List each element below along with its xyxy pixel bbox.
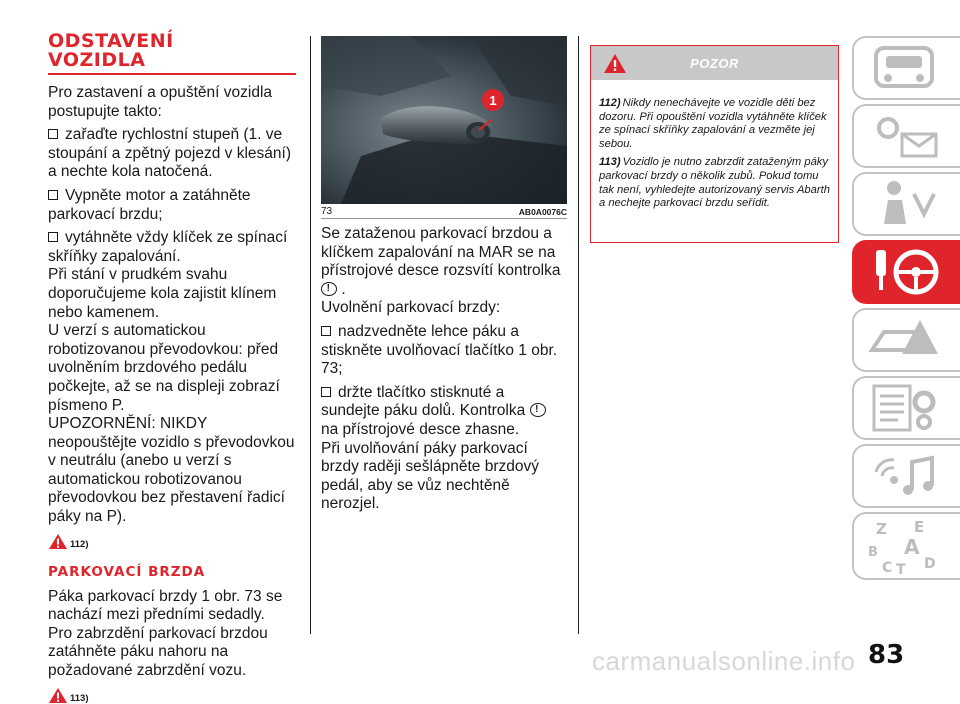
paragraph-text: .: [341, 280, 346, 298]
paragraph: Při stání v prudkém svahu doporučujeme kola zajistit klínem nebo kamenem.: [48, 266, 277, 321]
emergency-icon: [854, 310, 954, 370]
figure-number: 73: [321, 206, 333, 217]
list-item: [321, 323, 567, 379]
svg-text:D: D: [924, 556, 936, 572]
paragraph: Páka parkovací brzdy 1 obr. 73 se nachází mezi předními sedadly.: [48, 587, 283, 624]
middle-column: [321, 36, 567, 514]
paragraph: UPOZORNĚNÍ: NIKDY neopouštějte vozidlo s převodovkou v neutrálu (anebo u verzí s automatickou robotizovanou převodovkou bez přestavení řadicí páky na P).: [48, 415, 295, 526]
paragraph: U verzí s automatickou robotizovanou převodovkou: před uvolněním brzdového pedálu počkejte, až se na displeji zobrazí písmeno P.: [48, 322, 280, 414]
callout-label: 1: [489, 93, 497, 108]
brake-warning-light-icon: !: [321, 282, 337, 296]
page-number: 83: [868, 640, 905, 670]
list-item: [48, 229, 298, 266]
car-overview-icon: [854, 38, 954, 98]
sidebar-tab-maintenance[interactable]: [852, 376, 960, 440]
warning-item-text: Vozidlo je nutno zabrzdit zataženým páky parkovací brzdy o několik zubů. Pokud tomu tak není, vyhledejte autorizovaný servis Abarth a nechejte parkovací brzdu seřídit.: [599, 156, 830, 210]
warning-item-text: Nikdy nenechávejte ve vozidle děti bez dozoru. Při opouštění vozidla vytáhněte klíček ze spínací skříňky zapalování a vezměte jej sebou.: [599, 97, 827, 150]
index-icon: [854, 514, 954, 578]
paragraph-text: Se zataženou parkovací brzdou a klíčkem zapalování na MAR se na přístrojové desce rozsvítí kontrolka: [321, 225, 561, 280]
warning-reference-number: 113): [70, 692, 89, 704]
sidebar-tab-car-overview[interactable]: [852, 36, 960, 100]
paragraph: [321, 225, 567, 299]
svg-text:B: B: [868, 545, 878, 560]
watermark: carmanualsonline.info: [592, 646, 856, 676]
list-item-text: nadzvedněte lehce páku a stiskněte uvolňovací tlačítko 1 obr. 73;: [321, 322, 558, 378]
svg-text:Z: Z: [876, 520, 887, 538]
parking-brake-photo: [321, 36, 567, 204]
list-item-text: na přístrojové desce zhasne.: [321, 420, 520, 438]
sidebar-tab-multimedia[interactable]: [852, 444, 960, 508]
section-heading-parking-brake: PARKOVACÍ BRZDA: [48, 563, 206, 580]
svg-text:C: C: [882, 560, 893, 576]
checkbox-bullet-icon: [321, 387, 331, 397]
list-item-text: vytáhněte vždy klíček ze spínací skříňky zapalování.: [48, 229, 288, 265]
list-item-text: zařaďte rychlostní stupeň (1. ve stoupání a zpětný pojezd v klesání) a nechte kola natočená.: [48, 126, 291, 181]
paragraph: Při uvolňování páky parkovací brzdy raději sešlápněte brzdový pedál, aby se vůz nechtěně nerozjel.: [321, 439, 539, 513]
warning-reference[interactable]: [48, 687, 298, 704]
warning-item: [599, 156, 830, 210]
heading-line-2: VOZIDLA: [48, 49, 146, 71]
warning-box-body: [591, 80, 838, 211]
warning-box-header: [591, 46, 838, 80]
sidebar-tab-warning-lights[interactable]: [852, 104, 960, 168]
warning-reference[interactable]: [48, 533, 298, 550]
list-item: [48, 126, 298, 182]
release-heading: Uvolnění parkovací brzdy:: [321, 299, 501, 317]
right-column: [590, 45, 839, 243]
checkbox-bullet-icon: [48, 190, 58, 200]
warning-item: [599, 97, 830, 151]
safety-icon: [854, 174, 954, 234]
brake-warning-light-icon: !: [530, 403, 546, 417]
warning-triangle-icon: [48, 687, 68, 704]
column-divider: [310, 36, 311, 634]
sidebar-tab-starting-driving[interactable]: [852, 240, 960, 304]
sidebar-tab-index[interactable]: [852, 512, 960, 580]
list-item: [48, 187, 298, 224]
sidebar-tab-emergency[interactable]: [852, 308, 960, 372]
warning-box: [590, 45, 839, 243]
checkbox-bullet-icon: [48, 129, 58, 139]
left-column: [48, 32, 298, 704]
sidebar-tab-safety[interactable]: [852, 172, 960, 236]
svg-text:T: T: [896, 562, 906, 578]
list-item: [321, 384, 567, 440]
parking-brake-illustration: [321, 36, 567, 204]
warning-item-number: 113): [599, 156, 621, 169]
heading-line-1: ODSTAVENÍ: [48, 30, 174, 52]
starting-driving-icon: [854, 242, 954, 302]
svg-text:E: E: [914, 518, 925, 536]
list-item-text: držte tlačítko stisknuté a sundejte páku dolů. Kontrolka: [321, 383, 526, 420]
figure-caption: [321, 206, 567, 219]
warning-item-number: 112): [599, 97, 621, 109]
warning-reference-number: 112): [70, 538, 89, 550]
section-heading-parking: [48, 32, 298, 70]
svg-text:A: A: [904, 535, 920, 559]
intro-paragraph: Pro zastavení a opuštění vozidla postupujte takto:: [48, 84, 273, 120]
figure-code: AB0A0076C: [518, 206, 567, 217]
warning-box-title: POZOR: [690, 56, 739, 71]
checkbox-bullet-icon: [48, 232, 58, 242]
warning-triangle-icon: [48, 533, 68, 550]
paragraph: Pro zabrzdění parkovací brzdou zatáhněte páku nahoru na požadované zabrzdění vozu.: [48, 624, 268, 680]
multimedia-icon: [854, 446, 954, 506]
list-item-text: Vypněte motor a zatáhněte parkovací brzdu;: [48, 186, 251, 223]
checkbox-bullet-icon: [321, 326, 331, 336]
warning-lights-icon: [854, 106, 954, 166]
column-divider: [578, 36, 579, 634]
maintenance-icon: [854, 378, 954, 438]
